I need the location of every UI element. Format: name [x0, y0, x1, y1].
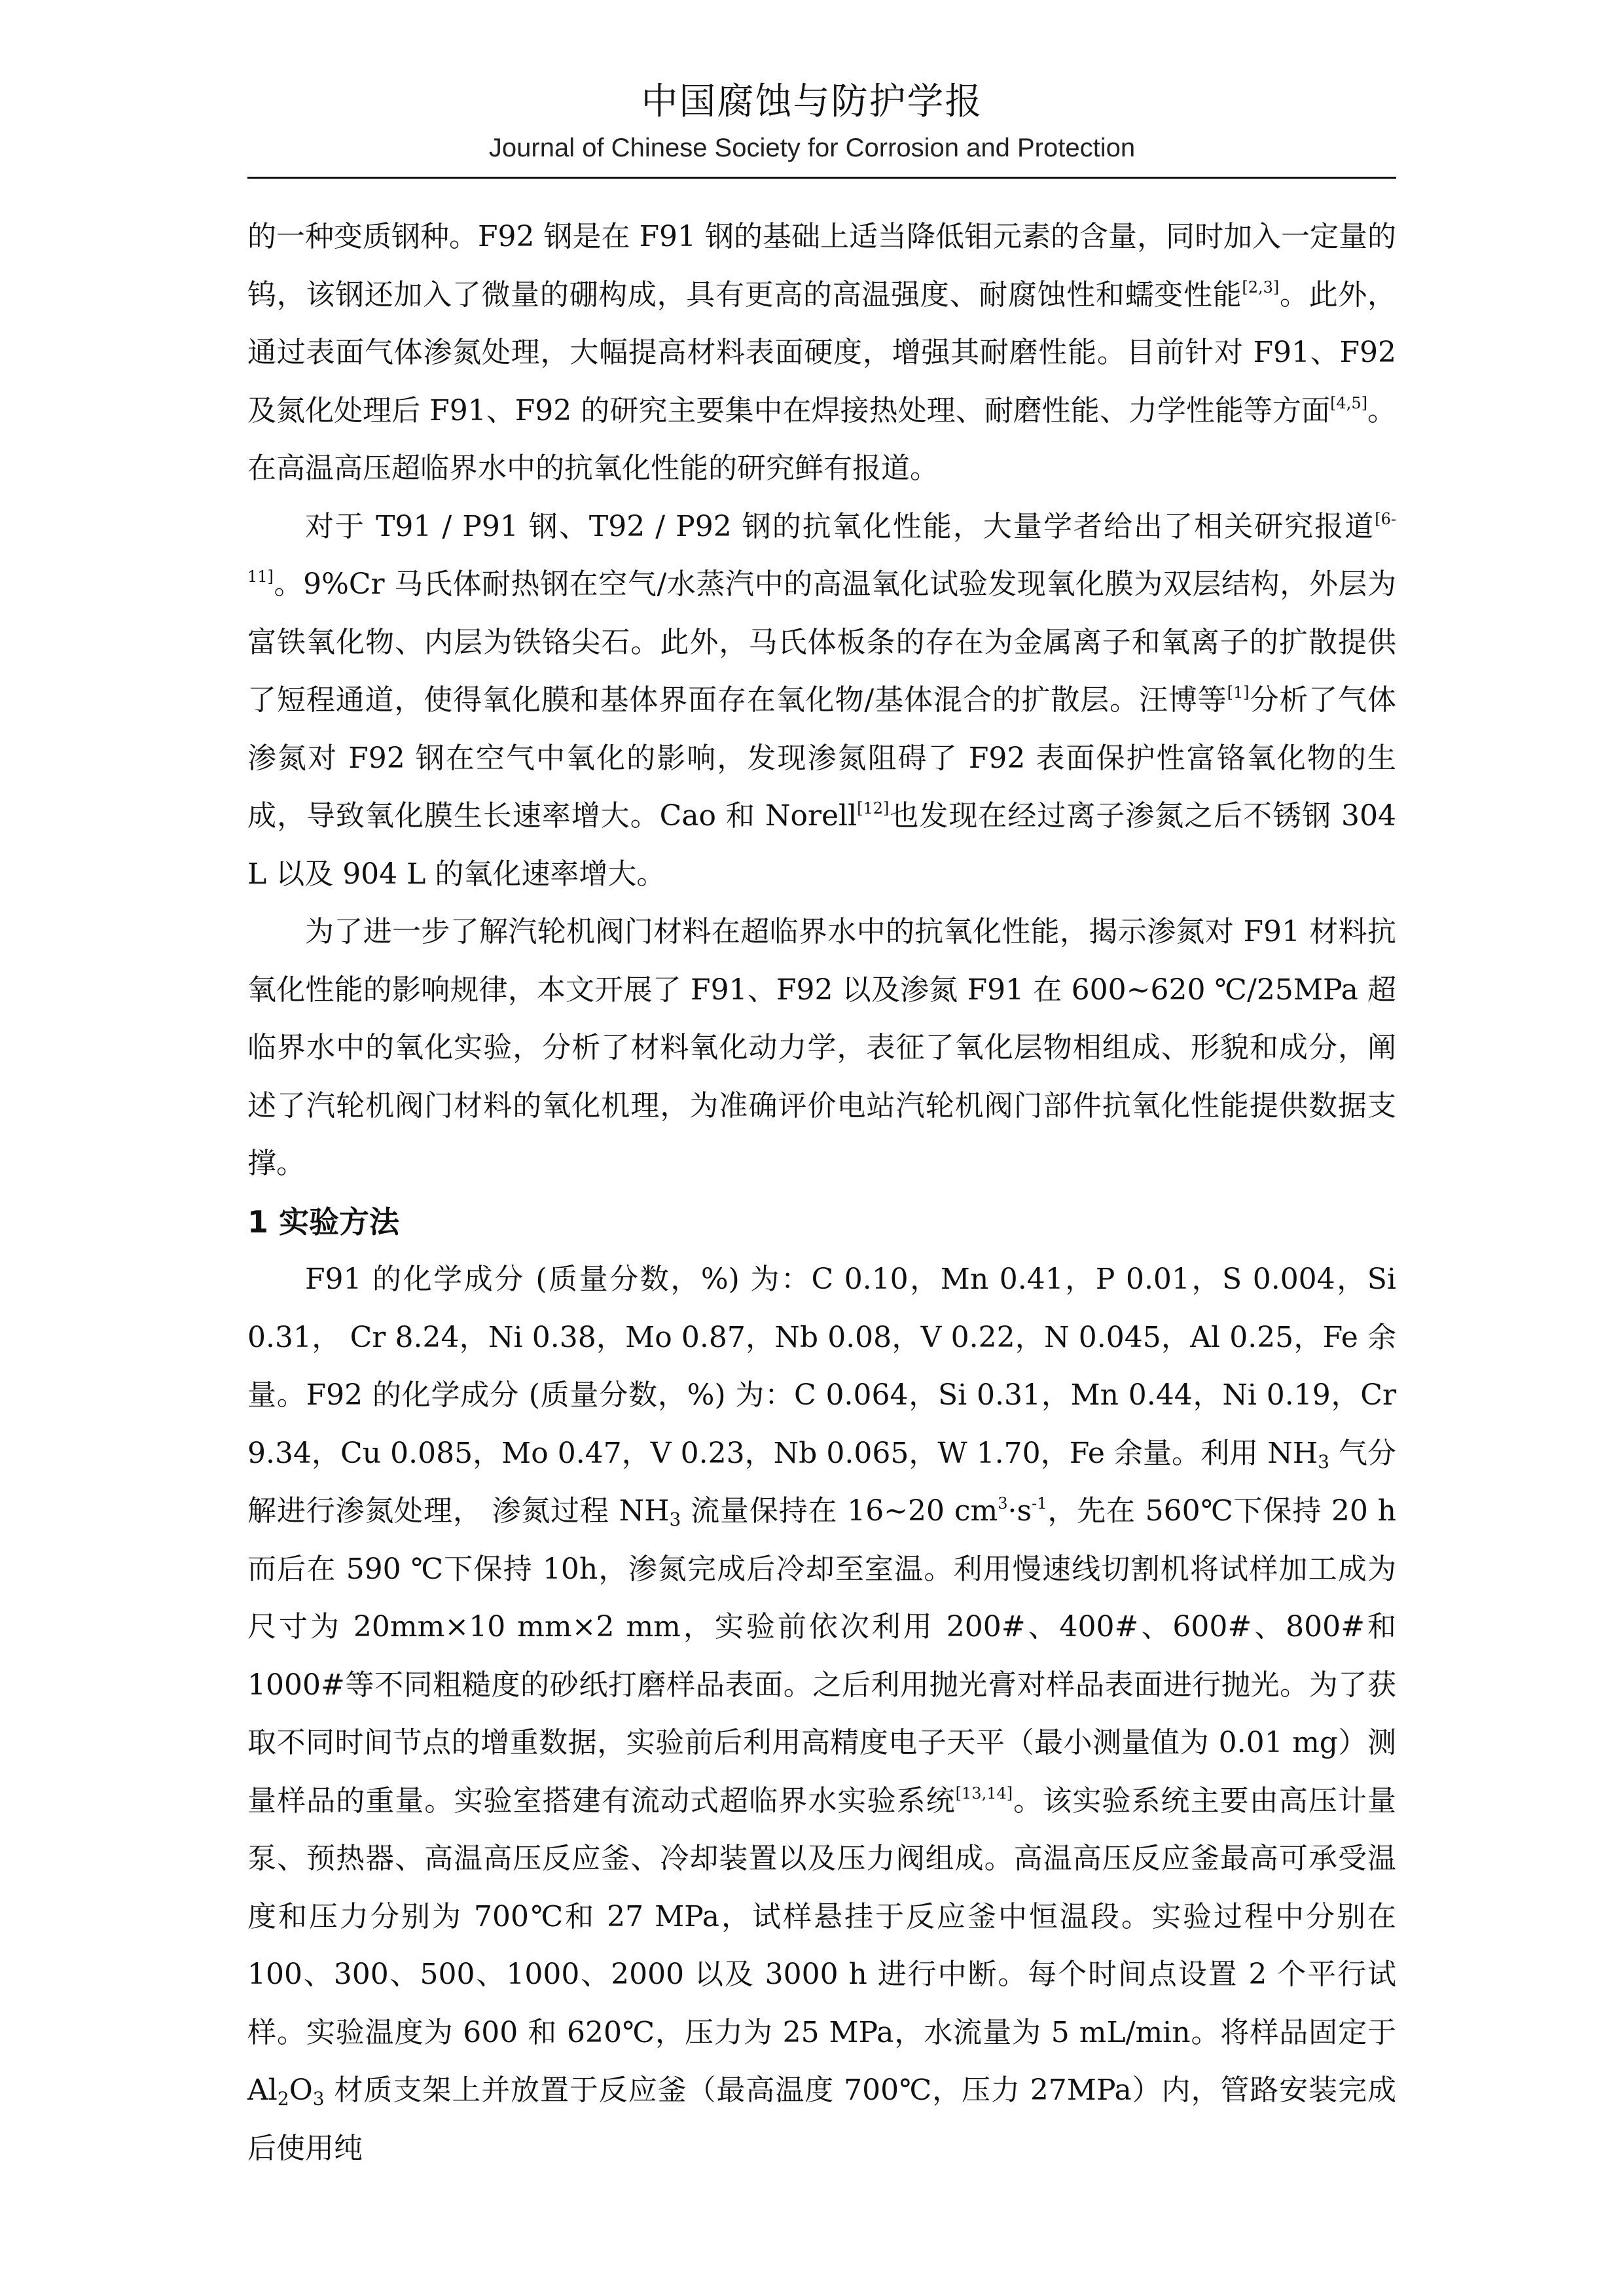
section-heading: 1 实验方法	[247, 1204, 400, 1240]
citation: [2,3]	[1242, 278, 1280, 296]
citation: [13,14]	[955, 1784, 1013, 1803]
superscript: -1	[1032, 1494, 1047, 1513]
superscript: 3	[998, 1494, 1008, 1513]
text-run: 材质支架上并放置于反应釜（最高温度 700℃，压力 27MPa）内，管路安装完成后使用纯	[247, 2073, 1396, 2165]
citation: [6-11]	[247, 509, 1396, 586]
paragraph-methods	[247, 1251, 1396, 2178]
text-run: 分析了气体渗氮对 F92 钢在空气中氧化的影响，发现渗氮阻碍了 F92 表面保护性富铬氧化物的生成，导致氧化膜生长速率增大。Cao 和 Norell	[247, 683, 1397, 833]
text-run: ·s	[1007, 1494, 1032, 1528]
subscript: 3	[312, 2088, 325, 2109]
citation: [1]	[1227, 683, 1250, 702]
text-run: 。此外，通过表面气体渗氮处理，大幅提高材料表面硬度，增强其耐磨性能。目前针对 F91、F92 及氮化处理后 F91、F92 的研究主要集中在焊接热处理、耐磨性能、力学性能等方面	[247, 278, 1397, 427]
citation: [4,5]	[1330, 393, 1367, 412]
text-run: 流量保持在 16~20 cm	[681, 1494, 998, 1528]
text-run: 气分解进行渗氮处理， 渗氮过程 NH	[247, 1436, 1396, 1528]
journal-title-en: Journal of Chinese Society for Corrosion and Protection	[488, 134, 1136, 162]
journal-title-cn: 中国腐蚀与防护学报	[641, 81, 983, 123]
text-run: ，先在 560℃下保持 20 h 而后在 590 ℃下保持 10h，渗氮完成后冷却至室温。利用慢速线切割机将试样加工成为尺寸为 20mm×10 mm×2 mm，实验前依次利用 200#、400#、600#、800#和 1000#等不同粗糙度的砂纸打磨样品表面。之后利用抛光膏对样品表面进行抛光。为了获取不同时间节点的增重数据，实验前后利用高精度电子天平（最小测量值为 0.01 mg）测量样品的重量。实验室搭建有流动式超临界水实验系统	[247, 1494, 1396, 1818]
paragraph-1	[247, 208, 1396, 498]
subscript: 3	[1318, 1450, 1329, 1473]
text-run: 。该实验系统主要由高压计量泵、预热器、高温高压反应釜、冷却装置以及压力阀组成。高温高压反应釜最高可承受温度和压力分别为 700℃和 27 MPa，试样悬挂于反应釜中恒温段。实验过程中分别在 100、300、500、1000、2000 以及 3000 h 进行中断。每个时间点设置 2 个平行试样。实验温度为 600 和 620℃，压力为 25 MPa，水流量为 5 mL/min。将样品固定于 Al	[247, 1784, 1397, 2107]
text-run: 也发现在经过离子渗氮之后不锈钢 304 L 以及 904 L 的氧化速率增大。	[247, 799, 1396, 891]
paragraph-3: 为了进一步了解汽轮机阀门材料在超临界水中的抗氧化性能，揭示渗氮对 F91 材料抗氧化性能的影响规律，本文开展了 F91、F92 以及渗氮 F91 在 600~620 ℃/25MPa 超临界水中的氧化实验，分析了材料氧化动力学，表征了氧化层物相组成、形貌和成分，阐述了汽轮机阀门材料的氧化机理，为准确评价电站汽轮机阀门部件抗氧化性能提供数据支撑。	[247, 915, 1396, 1180]
article-body	[247, 208, 1396, 2178]
text-run: 的一种变质钢种。F92 钢是在 F91 钢的基础上适当降低钼元素的含量，同时加入一定量的钨，该钢还加入了微量的硼构成，具有更高的高温强度、耐腐蚀性和蠕变性能	[247, 220, 1396, 312]
journal-header	[0, 77, 1624, 166]
text-run: 。在高温高压超临界水中的抗氧化性能的研究鲜有报道。	[247, 393, 1396, 485]
subscript: 2	[277, 2088, 289, 2109]
text-run: O	[289, 2073, 313, 2107]
text-run: 。9%Cr 马氏体耐热钢在空气/水蒸汽中的高温氧化试验发现氧化膜为双层结构，外层为富铁氧化物、内层为铁铬尖石。此外，马氏体板条的存在为金属离子和氧离子的扩散提供了短程通道，使得氧化膜和基体界面存在氧化物/基体混合的扩散层。汪博等	[247, 567, 1396, 717]
text-run: F91 的化学成分 (质量分数，%) 为：C 0.10，Mn 0.41，P 0.01，S 0.004，Si 0.31， Cr 8.24，Ni 0.38，Mo 0.87，Nb 0.08，V 0.22，N 0.045，Al 0.25，Fe 余量。F92 的化学成分 (质量分数，%) 为：C 0.064，Si 0.31，Mn 0.44，Ni 0.19，Cr 9.34，Cu 0.085，Mo 0.47，V 0.23，Nb 0.065，W 1.70，Fe 余量。利用 NH	[247, 1263, 1396, 1470]
header-rule	[247, 177, 1396, 179]
paragraph-2	[247, 498, 1396, 904]
citation: [12]	[857, 799, 890, 817]
subscript: 3	[669, 1509, 681, 1530]
text-run: 对于 T91 / P91 钢、T92 / P92 钢的抗氧化性能，大量学者给出了相关研究报道	[305, 509, 1375, 543]
